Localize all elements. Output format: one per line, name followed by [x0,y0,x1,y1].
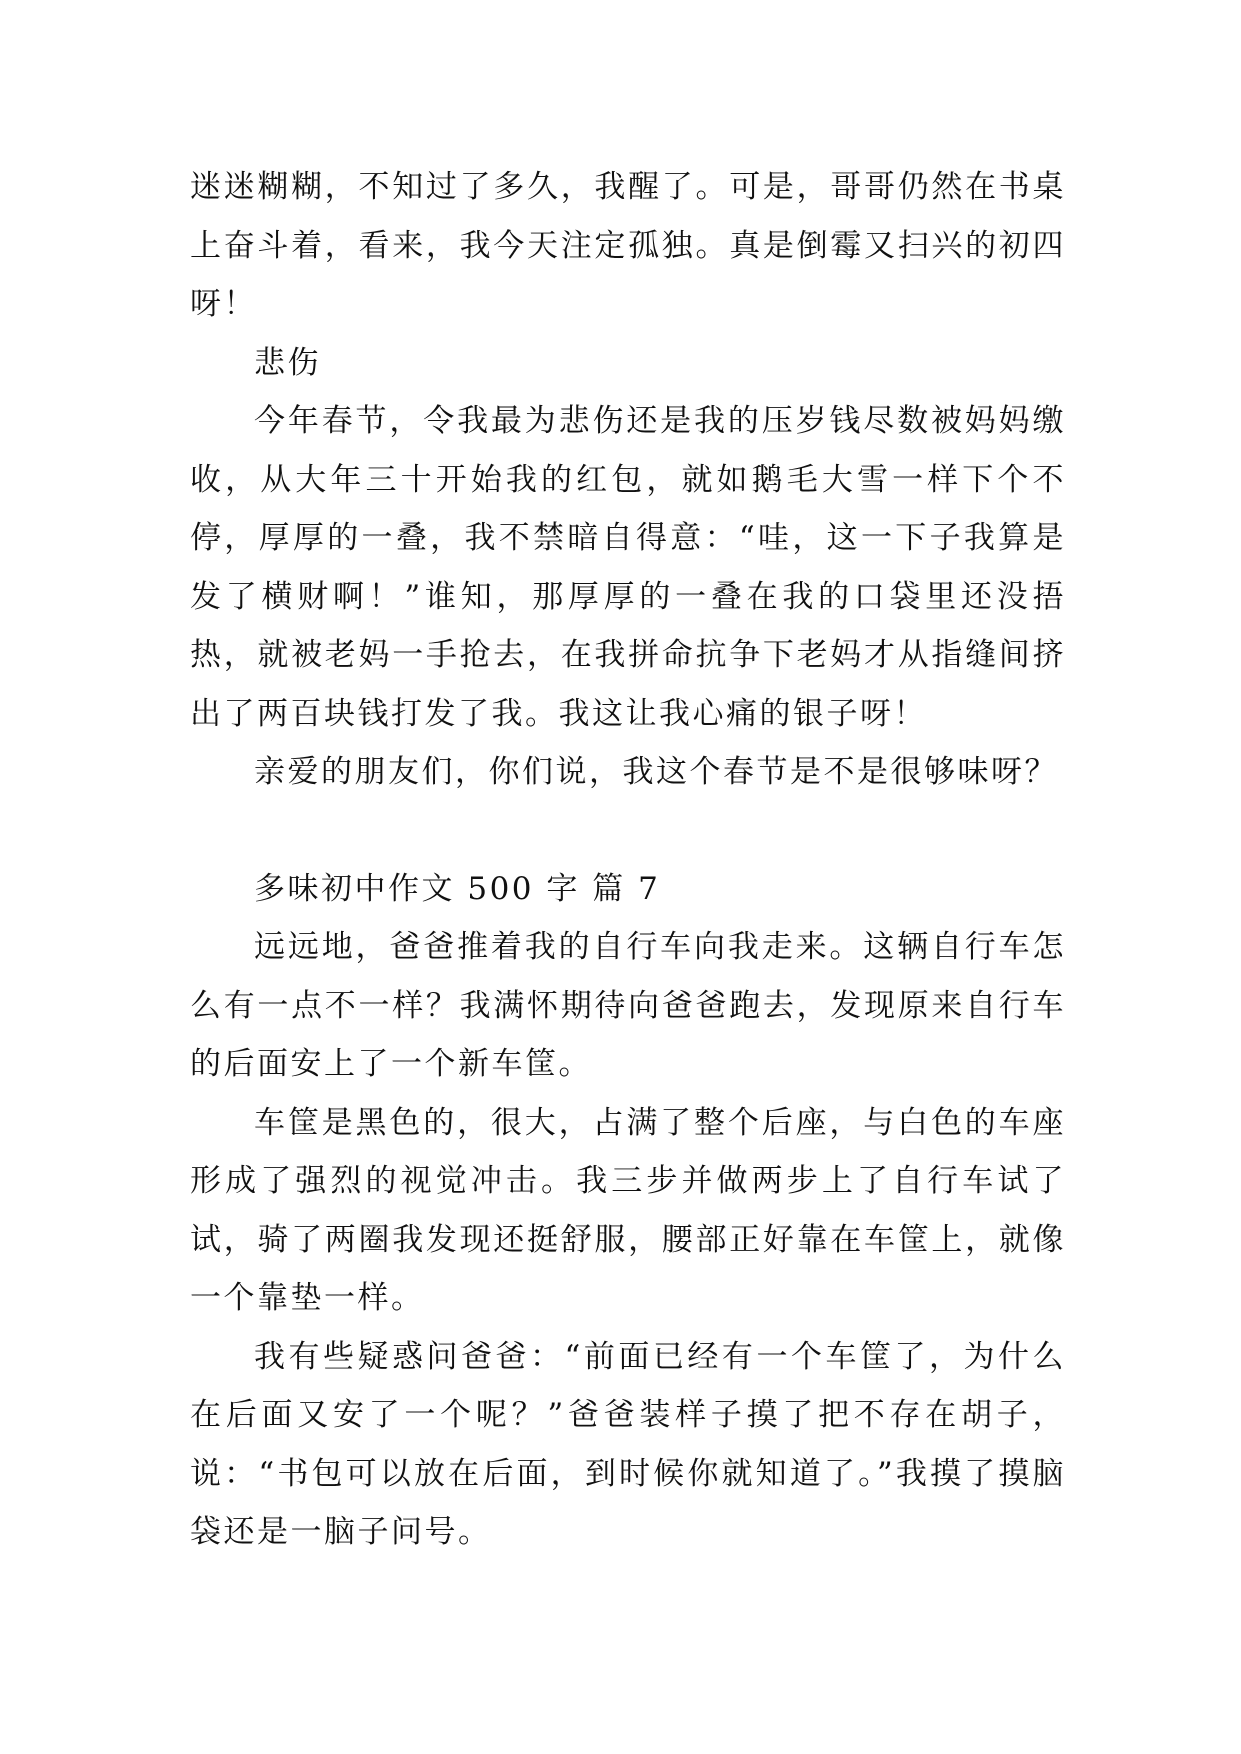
paragraph-bicycle-arrival: 远远地，爸爸推着我的自行车向我走来。这辆自行车怎么有一点不一样？我满怀期待向爸爸跑去，发现原来自行车的后面安上了一个新车筐。 [190,929,1066,1082]
paragraph-closing-question: 亲爱的朋友们，你们说，我这个春节是不是很够味呀？ [254,754,1058,790]
paragraph-question-to-dad: 我有些疑惑问爸爸：“前面已经有一个车筐了，为什么在后面又安了一个呢？”爸爸装样子摸了把不存在胡子，说：“书包可以放在后面，到时候你就知道了。”我摸了摸脑袋还是一脑子问号。 [190,1338,1066,1550]
subheading-sadness: 悲伤 [254,344,321,381]
section-title: 多味初中作文 500 字 篇 7 [254,870,661,907]
paragraph-ending: 迷迷糊糊，不知过了多久，我醒了。可是，哥哥仍然在书桌上奋斗着，看来，我今天注定孤独。真是倒霉又扫兴的初四呀！ [190,169,1066,322]
paragraph-basket-description: 车筐是黑色的，很大，占满了整个后座，与白色的车座形成了强烈的视觉冲击。我三步并做两步上了自行车试了试，骑了两圈我发现还挺舒服，腰部正好靠在车筐上，就像一个靠垫一样。 [190,1104,1066,1316]
paragraph-red-envelope: 今年春节，令我最为悲伤还是我的压岁钱尽数被妈妈缴收，从大年三十开始我的红包，就如鹅毛大雪一样下个不停，厚厚的一叠，我不禁暗自得意：“哇，这一下子我算是发了横财啊！”谁知，那厚厚的一叠在我的口袋里还没捂热，就被老妈一手抢去，在我拼命抗争下老妈才从指缝间挤出了两百块钱打发了我。我这让我心痛的银子呀！ [190,403,1066,732]
document-page [190,158,1066,1562]
section-gap [190,802,1066,860]
